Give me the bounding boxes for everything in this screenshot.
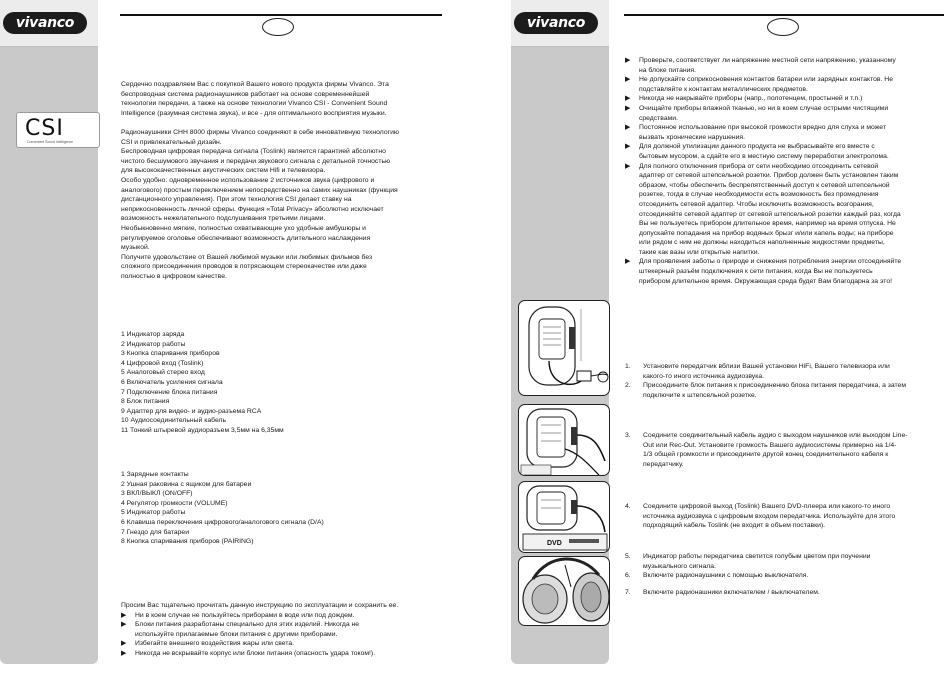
safety-notes-left [121,601,461,659]
safety-bullet [625,257,947,286]
bullet-arrow-icon: ▶ [625,76,631,84]
safety-line: средствами. [639,114,678,122]
csi-logo-letters: CSI [25,116,64,141]
safety-line: образом, чтобы обеспечить беспрепятственный доступ к сетевой штепсельной [639,181,890,189]
step-gap [625,531,947,552]
intro-line: для высококачественных акустических систем Hifi и телевизора. [121,167,326,175]
safety-bullet-text [639,162,901,258]
bullet-arrow-icon: ▶ [121,611,127,619]
step-number: 4. [625,503,631,511]
setup-step-text [643,362,890,381]
figure-1-drawing [519,301,610,396]
safety-line: подставляйте к контактам металлических предметов. [639,85,808,93]
step-line: Установите передатчик вблизи Вашей установки HiFi, Вашего телевизора или [643,363,890,370]
safety-line: Очищайте приборы влажной тканью, но ни в коем случае острыми чистящими [639,104,889,112]
safety-bullet [625,94,947,104]
safety-bullet-text [639,123,886,142]
step-line: 1/3 общей громкости и присоедините другой конец соединительного кабеля к [643,451,889,459]
bullet-arrow-icon: ▶ [625,57,631,64]
intro-text [121,80,451,281]
intro-line: CSI и привлекательный дизайн. [121,138,222,146]
bullet-arrow-icon: ▶ [625,124,631,132]
left-sidebar-header [0,0,98,47]
step-line: Out или Rec-Out. Установите громкость Вашего аудиосистемы примерно на 1/4- [643,441,897,449]
safety-bullet [121,639,461,649]
step-number: 6. [625,572,631,580]
step-line: Включите радионаушники с помощью выключателя. [643,572,809,580]
figure-2-drawing [519,405,610,476]
bullet-arrow-icon: ▶ [625,258,631,266]
headphone-part-item: 2 Ушная раковина с ящиком для батареи [121,480,252,488]
setup-step [625,431,947,469]
figure-toslink-dvd [518,481,610,553]
headphone-part-item: 3 ВКЛ/ВЫКЛ (ON/OFF) [121,490,193,498]
safety-bullet [625,142,947,161]
left-header-rule [120,14,442,16]
dvd-label: DVD [547,540,562,547]
intro-line: дистанционного управления). При этом технология CSI делает ставку на [121,196,352,204]
figure-3-drawing [519,482,610,553]
intro-line: неприкосновенность личной сферы. Функция «Total Privacy» абсолютно исключает [121,205,384,213]
left-page [0,0,460,678]
safety-line: штекерный разъём подключения к сети питания, когда Вы не пользуетесь [639,268,873,276]
setup-step-text [643,502,895,531]
intro-line: регулируемое оголовье обеспечивают возможность длительного наслаждения [121,234,371,242]
safety-bullet [121,620,461,639]
safety-line: Постоянное использование при высокой громкости вредно для слуха и может [639,124,886,132]
safety-line: бытовым мусором, а сдайте его в местную систему переработки электролома. [639,152,889,160]
step-gap [625,581,947,589]
intro-line: Радионаушники CHH 8000 фирмы Vivanco соединяют в себе инновативную технологию [121,128,400,136]
safety-line: Вы не пользуетесь прибором длительное время, например на время отпуска. Не [639,220,896,228]
transmitter-part-item: 2 Индикатор работы [121,340,186,348]
safety-line: Блоки питания разработаны специально для этих изделий. Никогда не [135,621,360,629]
safety-line: адаптер от сетевой штепсельной розетки. Прибор должен быть установлен таким [639,172,899,180]
safety-bullet [625,56,947,75]
headphone-part-item: 6 Клавиша переключения цифрового/аналогового сигнала (D/A) [121,518,324,526]
right-header-rule [624,14,944,16]
csi-logo-subtitle: Convenient Sound Intelligence [27,140,73,144]
safety-line: или рядом с ним не должны находиться наполненные жидкостями предметы, [639,239,885,247]
safety-bullet-text [639,75,893,94]
step-gap [625,469,947,502]
headphone-part-item: 5 Индикатор работы [121,509,186,517]
step-line: Соедините цифровой выход (Toslink) Вашего DVD-плеера или какого-то иного [643,503,891,511]
right-language-oval [767,18,799,36]
setup-step-text [643,431,907,469]
safety-bullet-text [135,639,294,649]
setup-steps [625,362,947,598]
safety-line: Никогда не накрывайте приборы (напр., полотенцем, простыней и т.п.) [639,95,863,103]
setup-step-text [643,381,906,400]
safety-line: Ни в коем случае не пользуйтесь приборами в воде или под дождем. [135,611,355,619]
safety-bullet [625,75,947,94]
intro-line: Необыкновенно мягкие, полностью охватывающие ухо удобные амбушюры и [121,224,366,232]
setup-step-text [643,552,870,571]
step-line: Индикатор работы передатчика светится голубым цветом при поучении [643,552,871,560]
bullet-arrow-icon: ▶ [121,649,127,657]
transmitter-part-item: 9 Адаптер для видео- и аудио-разъема RCA [121,407,262,415]
vivanco-logo: vivanco [3,12,87,34]
intro-line: чистого бесшумового звучания и передачи звукового сигнала с детальной точностью [121,157,391,165]
safety-bullet [121,611,461,621]
step-number: 5. [625,552,631,560]
step-line: Присоедините блок питания к присоединению блока питания передатчика, а затем [643,382,907,390]
setup-step-text [643,588,820,598]
intro-line: Intelligence (разумная система звука), и все - для оптимального восприятия музыки. [121,109,387,117]
step-line: Соедините соединительный кабель аудио с выходом наушников или выходом Line- [643,432,908,440]
step-line: передатчику. [643,460,684,468]
safety-bullet [121,649,461,659]
safety-bullet-text [135,649,375,659]
headphone-part-item: 7 Гнездо для батареи [121,528,189,536]
bullet-arrow-icon: ▶ [121,640,127,648]
intro-line: сложного присоединения проводов в потрясающем стереокачестве или даже [121,263,367,271]
safety-line: Для проявления заботы о природе и снижения потребления энергии отсоединяйте [639,258,902,266]
headphone-part-item: 1 Зарядные контакты [121,471,189,478]
csi-logo [16,112,100,148]
safety-bullet [625,123,947,142]
safety-bullet [625,162,947,258]
safety-line: Проверьте, соответствует ли напряжение местной сети напряжению, указанному [639,57,896,64]
safety-line: вызвать хронические нарушения. [639,133,745,141]
paragraph-gap [121,118,451,128]
figure-headphones [518,556,610,626]
safety-bullet-text [639,257,901,286]
safety-notes-right [625,56,947,286]
safety-line: используйте прилагаемые блоки питания с другими приборами. [135,630,338,638]
safety-line: допускайте попадания на прибор водяных брызг и/или капель воды; на приборе [639,229,894,237]
figure-transmitter-power [518,300,610,396]
transmitter-part-item: 5 Аналоговый стерео вход [121,369,205,377]
safety-line: отсоединить сетевой адаптер. Чтобы исключить возможность возгорания, [639,200,874,208]
left-language-oval [262,18,294,36]
bullet-arrow-icon: ▶ [121,621,127,629]
setup-step [625,381,947,400]
intro-line: Сердечно поздравляем Вас с покупкой Вашего нового продукта фирмы Vivanco. Эта [121,81,389,88]
headphone-part-item: 4 Регулятор громкости (VOLUME) [121,499,228,507]
safety-line: прибором длительное время. Окружающая среда будет Вам благодарна за это! [639,277,892,285]
safety-bullet-text [135,611,354,621]
safety-line: отсоединяйте сетевой адаптер от сетевой штепсельной розетки каждый раз, когда [639,210,901,218]
left-sidebar [0,0,98,664]
setup-step [625,502,947,531]
setup-step-text [643,571,808,581]
safety-bullet-text [639,142,889,161]
setup-step [625,588,947,598]
step-number: 2. [625,382,631,390]
step-number: 7. [625,589,631,597]
figure-analog-cable [518,404,610,476]
intro-line: музыкой. [121,244,150,252]
bullet-arrow-icon: ▶ [625,143,631,151]
headphone-part-item: 8 Кнопка спаривания приборов (PAIRING) [121,538,254,546]
safety-line: такие как вазы или открытые напитки. [639,248,760,256]
step-number: 3. [625,432,631,440]
bullet-arrow-icon: ▶ [625,95,631,103]
safety-bullet-text [135,620,359,639]
transmitter-part-item: 11 Тонкий штыревой аудиоразъем 3,5мм на 6,35мм [121,426,284,434]
safety-intro: Просим Вас тщательно прочитать данную инструкцию по эксплуатации и сохранить ее. [121,602,399,609]
safety-bullet-text [639,104,888,123]
intro-line: возможность нежелательного подслушивания третьими лицами. [121,215,326,223]
transmitter-part-item: 1 Индикатор заряда [121,331,185,338]
safety-line: Не допускайте соприкосновения контактов батареи или зарядных контактов. Не [639,76,893,84]
transmitter-part-item: 7 Подключение блока питания [121,388,218,396]
setup-step [625,552,947,571]
setup-step [625,571,947,581]
step-line: подключите к штепсельной розетке. [643,391,757,399]
transmitter-part-item: 4 Цифровой вход (Toslink) [121,359,204,367]
step-number: 1. [625,363,631,370]
step-line: источника аудиозвука с цифровым входом передатчика. Используйте для этого [643,512,896,520]
intro-line: технологии передачи, а также на основе технологии Vivanco CSI - Convenient Sound [121,100,388,108]
safety-bullet-text [639,56,896,75]
safety-line: Избегайте внешнего воздействия жары или света. [135,640,295,648]
intro-line: беспроводная система радионаушников работает на основе современнейшей [121,90,370,98]
safety-line: Никогда не вскрывайте корпус или блоки питания (опасность удара током!). [135,649,376,657]
intro-line: аналогового) простым переключением непосредственно на самих наушниках (функция [121,186,398,194]
safety-bullet [625,104,947,123]
right-page [505,0,950,678]
safety-line: Для должной утилизации данного продукта не выбрасывайте его вместе с [639,143,875,151]
vivanco-logo: vivanco [514,12,598,34]
intro-line: Особо удобно: одновременное использование 2 источников звука (цифрового и [121,176,375,184]
transmitter-part-item: 3 Кнопка спаривания приборов [121,350,220,358]
intro-line: полностью в цифровом качестве. [121,272,227,280]
bullet-arrow-icon: ▶ [625,104,631,112]
step-line: музыкального сигнала. [643,562,716,570]
transmitter-part-item: 6 Включатель усиления сигнала [121,378,223,386]
safety-line: Для полного отключения прибора от сети необходимо отсоединить сетевой [639,162,879,170]
bullet-arrow-icon: ▶ [625,162,631,170]
right-sidebar-header [511,0,609,47]
step-line: подходящий кабель Toslink (не входит в объем поставки). [643,522,826,530]
intro-line: Получите удовольствие от Вашей любимой музыки или любимых фильмов без [121,253,373,261]
safety-bullet-text [639,94,862,104]
transmitter-parts-list [121,330,451,436]
intro-line: Беспроводная цифровая передача сигнала (Toslink) является гарантией абсолютно [121,148,386,156]
safety-line: на блоке питания. [639,66,696,74]
step-line: Включите радионашники включателем / выключателем. [643,589,820,597]
safety-line: розетке, тогда в случае необходимости есть возможность без промедления [639,191,879,199]
setup-step [625,362,947,381]
step-line: какого-то иного источника аудиозвука. [643,372,764,380]
step-gap [625,400,947,431]
transmitter-part-item: 10 Аудиосоединительный кабель [121,417,227,425]
headphone-parts-list [121,470,451,547]
transmitter-part-item: 8 Блок питания [121,398,170,406]
figure-4-drawing [519,557,610,626]
